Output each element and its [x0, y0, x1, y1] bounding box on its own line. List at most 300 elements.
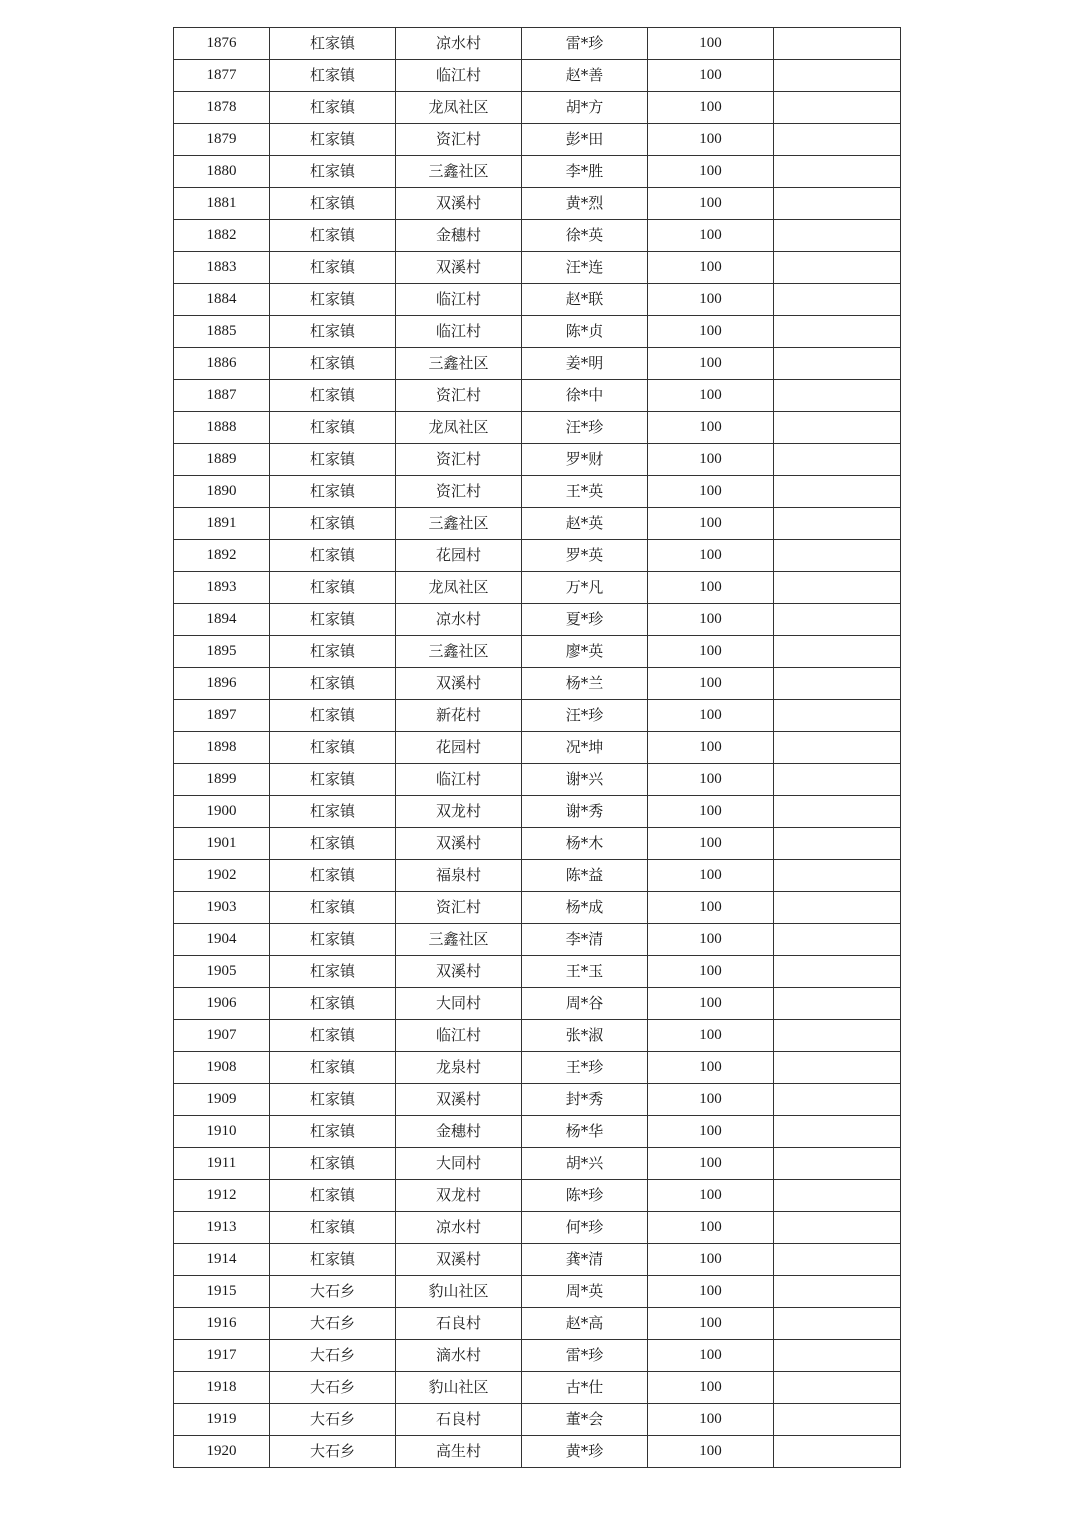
cell-serial-number: 1904: [174, 924, 270, 956]
cell-amount: 100: [648, 28, 774, 60]
cell-village: 龙泉村: [396, 1052, 522, 1084]
cell-village: 资汇村: [396, 380, 522, 412]
cell-amount: 100: [648, 1244, 774, 1276]
cell-village: 双溪村: [396, 956, 522, 988]
cell-township: 杠家镇: [270, 1052, 396, 1084]
cell-village: 花园村: [396, 540, 522, 572]
cell-person-name: 胡*兴: [522, 1148, 648, 1180]
cell-note: [774, 956, 901, 988]
cell-note: [774, 508, 901, 540]
cell-serial-number: 1909: [174, 1084, 270, 1116]
table-row: [174, 316, 901, 348]
cell-serial-number: 1887: [174, 380, 270, 412]
cell-amount: 100: [648, 124, 774, 156]
cell-village: 双溪村: [396, 188, 522, 220]
cell-township: 杠家镇: [270, 220, 396, 252]
cell-person-name: 赵*联: [522, 284, 648, 316]
cell-note: [774, 1052, 901, 1084]
cell-serial-number: 1876: [174, 28, 270, 60]
cell-person-name: 胡*方: [522, 92, 648, 124]
cell-person-name: 罗*财: [522, 444, 648, 476]
cell-township: 杠家镇: [270, 508, 396, 540]
cell-serial-number: 1889: [174, 444, 270, 476]
cell-village: 双溪村: [396, 1244, 522, 1276]
cell-serial-number: 1881: [174, 188, 270, 220]
cell-village: 三鑫社区: [396, 348, 522, 380]
cell-village: 石良村: [396, 1404, 522, 1436]
cell-note: [774, 572, 901, 604]
cell-note: [774, 412, 901, 444]
cell-note: [774, 892, 901, 924]
cell-note: [774, 1180, 901, 1212]
cell-person-name: 张*淑: [522, 1020, 648, 1052]
cell-serial-number: 1897: [174, 700, 270, 732]
roster-table: [173, 27, 901, 1468]
cell-person-name: 赵*高: [522, 1308, 648, 1340]
cell-person-name: 赵*善: [522, 60, 648, 92]
cell-amount: 100: [648, 732, 774, 764]
cell-note: [774, 92, 901, 124]
cell-amount: 100: [648, 1340, 774, 1372]
cell-township: 杠家镇: [270, 92, 396, 124]
cell-village: 资汇村: [396, 476, 522, 508]
cell-note: [774, 1244, 901, 1276]
cell-serial-number: 1891: [174, 508, 270, 540]
cell-amount: 100: [648, 1180, 774, 1212]
cell-amount: 100: [648, 1436, 774, 1468]
cell-serial-number: 1892: [174, 540, 270, 572]
cell-person-name: 万*凡: [522, 572, 648, 604]
cell-amount: 100: [648, 1148, 774, 1180]
table-row: [174, 380, 901, 412]
table-row: [174, 1020, 901, 1052]
cell-amount: 100: [648, 796, 774, 828]
cell-person-name: 汪*珍: [522, 412, 648, 444]
table-row: [174, 508, 901, 540]
cell-note: [774, 60, 901, 92]
cell-person-name: 彭*田: [522, 124, 648, 156]
cell-serial-number: 1914: [174, 1244, 270, 1276]
cell-amount: 100: [648, 604, 774, 636]
table-row: [174, 1244, 901, 1276]
table-row: [174, 1436, 901, 1468]
cell-village: 豹山社区: [396, 1372, 522, 1404]
table-row: [174, 1180, 901, 1212]
cell-amount: 100: [648, 956, 774, 988]
cell-person-name: 古*仕: [522, 1372, 648, 1404]
table-row: [174, 412, 901, 444]
cell-serial-number: 1879: [174, 124, 270, 156]
cell-village: 福泉村: [396, 860, 522, 892]
cell-township: 杠家镇: [270, 796, 396, 828]
table-row: [174, 796, 901, 828]
cell-township: 杠家镇: [270, 828, 396, 860]
cell-note: [774, 156, 901, 188]
cell-person-name: 王*英: [522, 476, 648, 508]
cell-township: 杠家镇: [270, 1148, 396, 1180]
table-row: [174, 956, 901, 988]
cell-village: 三鑫社区: [396, 508, 522, 540]
cell-note: [774, 28, 901, 60]
cell-serial-number: 1916: [174, 1308, 270, 1340]
cell-township: 大石乡: [270, 1436, 396, 1468]
cell-township: 大石乡: [270, 1340, 396, 1372]
cell-note: [774, 124, 901, 156]
cell-serial-number: 1920: [174, 1436, 270, 1468]
cell-amount: 100: [648, 1308, 774, 1340]
cell-village: 金穗村: [396, 1116, 522, 1148]
cell-amount: 100: [648, 892, 774, 924]
cell-township: 杠家镇: [270, 572, 396, 604]
cell-note: [774, 188, 901, 220]
cell-township: 杠家镇: [270, 764, 396, 796]
table-row: [174, 636, 901, 668]
table-row: [174, 604, 901, 636]
cell-village: 双龙村: [396, 1180, 522, 1212]
cell-township: 杠家镇: [270, 1020, 396, 1052]
cell-serial-number: 1893: [174, 572, 270, 604]
cell-village: 三鑫社区: [396, 636, 522, 668]
cell-village: 临江村: [396, 1020, 522, 1052]
cell-serial-number: 1882: [174, 220, 270, 252]
table-row: [174, 1212, 901, 1244]
cell-village: 大同村: [396, 1148, 522, 1180]
cell-amount: 100: [648, 284, 774, 316]
cell-village: 凉水村: [396, 1212, 522, 1244]
cell-note: [774, 1084, 901, 1116]
cell-township: 杠家镇: [270, 1180, 396, 1212]
cell-amount: 100: [648, 1116, 774, 1148]
cell-person-name: 徐*中: [522, 380, 648, 412]
cell-amount: 100: [648, 828, 774, 860]
table-row: [174, 476, 901, 508]
cell-village: 临江村: [396, 764, 522, 796]
cell-note: [774, 252, 901, 284]
cell-village: 临江村: [396, 60, 522, 92]
table-row: [174, 1052, 901, 1084]
cell-township: 杠家镇: [270, 860, 396, 892]
cell-note: [774, 444, 901, 476]
cell-note: [774, 668, 901, 700]
table-row: [174, 444, 901, 476]
cell-township: 杠家镇: [270, 1244, 396, 1276]
cell-township: 杠家镇: [270, 732, 396, 764]
cell-amount: 100: [648, 924, 774, 956]
cell-village: 大同村: [396, 988, 522, 1020]
table-row: [174, 1116, 901, 1148]
cell-township: 杠家镇: [270, 700, 396, 732]
cell-note: [774, 220, 901, 252]
cell-amount: 100: [648, 572, 774, 604]
cell-serial-number: 1894: [174, 604, 270, 636]
cell-person-name: 王*珍: [522, 1052, 648, 1084]
cell-note: [774, 1436, 901, 1468]
cell-township: 杠家镇: [270, 124, 396, 156]
cell-serial-number: 1895: [174, 636, 270, 668]
cell-township: 大石乡: [270, 1308, 396, 1340]
cell-person-name: 罗*英: [522, 540, 648, 572]
cell-amount: 100: [648, 668, 774, 700]
cell-township: 杠家镇: [270, 348, 396, 380]
cell-village: 金穗村: [396, 220, 522, 252]
cell-note: [774, 1212, 901, 1244]
cell-village: 双龙村: [396, 796, 522, 828]
cell-serial-number: 1905: [174, 956, 270, 988]
cell-serial-number: 1884: [174, 284, 270, 316]
cell-village: 豹山社区: [396, 1276, 522, 1308]
cell-amount: 100: [648, 988, 774, 1020]
cell-person-name: 周*谷: [522, 988, 648, 1020]
cell-serial-number: 1915: [174, 1276, 270, 1308]
cell-village: 双溪村: [396, 668, 522, 700]
cell-serial-number: 1899: [174, 764, 270, 796]
cell-note: [774, 732, 901, 764]
cell-village: 凉水村: [396, 28, 522, 60]
cell-amount: 100: [648, 540, 774, 572]
cell-note: [774, 636, 901, 668]
cell-township: 杠家镇: [270, 924, 396, 956]
cell-township: 大石乡: [270, 1372, 396, 1404]
table-row: [174, 92, 901, 124]
cell-township: 大石乡: [270, 1276, 396, 1308]
table-row: [174, 540, 901, 572]
cell-serial-number: 1908: [174, 1052, 270, 1084]
cell-village: 双溪村: [396, 1084, 522, 1116]
cell-serial-number: 1888: [174, 412, 270, 444]
cell-township: 杠家镇: [270, 956, 396, 988]
cell-amount: 100: [648, 1212, 774, 1244]
cell-serial-number: 1877: [174, 60, 270, 92]
cell-person-name: 杨*华: [522, 1116, 648, 1148]
cell-village: 龙凤社区: [396, 572, 522, 604]
cell-village: 龙凤社区: [396, 92, 522, 124]
cell-serial-number: 1910: [174, 1116, 270, 1148]
cell-serial-number: 1912: [174, 1180, 270, 1212]
cell-serial-number: 1902: [174, 860, 270, 892]
cell-amount: 100: [648, 476, 774, 508]
cell-amount: 100: [648, 380, 774, 412]
cell-note: [774, 796, 901, 828]
cell-person-name: 龚*清: [522, 1244, 648, 1276]
cell-village: 双溪村: [396, 252, 522, 284]
cell-person-name: 周*英: [522, 1276, 648, 1308]
cell-serial-number: 1906: [174, 988, 270, 1020]
cell-note: [774, 1116, 901, 1148]
cell-person-name: 杨*成: [522, 892, 648, 924]
cell-serial-number: 1896: [174, 668, 270, 700]
cell-serial-number: 1898: [174, 732, 270, 764]
cell-note: [774, 1404, 901, 1436]
cell-person-name: 封*秀: [522, 1084, 648, 1116]
cell-amount: 100: [648, 860, 774, 892]
cell-township: 杠家镇: [270, 188, 396, 220]
cell-person-name: 夏*珍: [522, 604, 648, 636]
cell-township: 杠家镇: [270, 412, 396, 444]
cell-township: 大石乡: [270, 1404, 396, 1436]
table-row: [174, 188, 901, 220]
cell-person-name: 黄*珍: [522, 1436, 648, 1468]
table-row: [174, 28, 901, 60]
cell-township: 杠家镇: [270, 252, 396, 284]
cell-person-name: 黄*烈: [522, 188, 648, 220]
cell-note: [774, 988, 901, 1020]
cell-village: 新花村: [396, 700, 522, 732]
cell-serial-number: 1903: [174, 892, 270, 924]
table-row: [174, 1276, 901, 1308]
table-row: [174, 124, 901, 156]
cell-note: [774, 348, 901, 380]
cell-person-name: 李*胜: [522, 156, 648, 188]
cell-person-name: 汪*珍: [522, 700, 648, 732]
cell-amount: 100: [648, 92, 774, 124]
table-row: [174, 1404, 901, 1436]
cell-person-name: 何*珍: [522, 1212, 648, 1244]
cell-note: [774, 476, 901, 508]
cell-person-name: 雷*珍: [522, 28, 648, 60]
cell-note: [774, 1276, 901, 1308]
cell-person-name: 谢*兴: [522, 764, 648, 796]
cell-amount: 100: [648, 636, 774, 668]
cell-note: [774, 1340, 901, 1372]
cell-note: [774, 316, 901, 348]
cell-village: 临江村: [396, 316, 522, 348]
cell-village: 龙凤社区: [396, 412, 522, 444]
cell-amount: 100: [648, 1084, 774, 1116]
table-row: [174, 252, 901, 284]
cell-serial-number: 1919: [174, 1404, 270, 1436]
cell-person-name: 赵*英: [522, 508, 648, 540]
cell-village: 资汇村: [396, 892, 522, 924]
table-row: [174, 732, 901, 764]
cell-serial-number: 1911: [174, 1148, 270, 1180]
cell-serial-number: 1890: [174, 476, 270, 508]
cell-note: [774, 828, 901, 860]
cell-serial-number: 1880: [174, 156, 270, 188]
cell-serial-number: 1886: [174, 348, 270, 380]
cell-township: 杠家镇: [270, 604, 396, 636]
cell-person-name: 谢*秀: [522, 796, 648, 828]
cell-note: [774, 604, 901, 636]
cell-village: 三鑫社区: [396, 924, 522, 956]
cell-amount: 100: [648, 220, 774, 252]
cell-serial-number: 1885: [174, 316, 270, 348]
cell-person-name: 徐*英: [522, 220, 648, 252]
cell-township: 杠家镇: [270, 1212, 396, 1244]
cell-village: 三鑫社区: [396, 156, 522, 188]
cell-serial-number: 1900: [174, 796, 270, 828]
cell-township: 杠家镇: [270, 1116, 396, 1148]
table-row: [174, 988, 901, 1020]
cell-amount: 100: [648, 508, 774, 540]
cell-note: [774, 1148, 901, 1180]
cell-village: 花园村: [396, 732, 522, 764]
cell-township: 杠家镇: [270, 892, 396, 924]
cell-amount: 100: [648, 444, 774, 476]
cell-person-name: 杨*兰: [522, 668, 648, 700]
cell-note: [774, 700, 901, 732]
cell-serial-number: 1918: [174, 1372, 270, 1404]
cell-person-name: 董*会: [522, 1404, 648, 1436]
cell-amount: 100: [648, 316, 774, 348]
table-row: [174, 764, 901, 796]
cell-serial-number: 1913: [174, 1212, 270, 1244]
table-row: [174, 828, 901, 860]
cell-village: 临江村: [396, 284, 522, 316]
cell-amount: 100: [648, 60, 774, 92]
cell-person-name: 李*清: [522, 924, 648, 956]
cell-township: 杠家镇: [270, 316, 396, 348]
cell-person-name: 杨*木: [522, 828, 648, 860]
cell-amount: 100: [648, 156, 774, 188]
cell-note: [774, 1308, 901, 1340]
cell-person-name: 陈*珍: [522, 1180, 648, 1212]
cell-note: [774, 284, 901, 316]
cell-serial-number: 1883: [174, 252, 270, 284]
cell-person-name: 廖*英: [522, 636, 648, 668]
cell-township: 杠家镇: [270, 540, 396, 572]
cell-person-name: 王*玉: [522, 956, 648, 988]
cell-person-name: 雷*珍: [522, 1340, 648, 1372]
table-row: [174, 1308, 901, 1340]
cell-amount: 100: [648, 412, 774, 444]
cell-note: [774, 1372, 901, 1404]
cell-township: 杠家镇: [270, 1084, 396, 1116]
cell-person-name: 况*坤: [522, 732, 648, 764]
cell-note: [774, 924, 901, 956]
cell-note: [774, 540, 901, 572]
cell-amount: 100: [648, 1372, 774, 1404]
cell-township: 杠家镇: [270, 284, 396, 316]
cell-serial-number: 1901: [174, 828, 270, 860]
cell-serial-number: 1878: [174, 92, 270, 124]
cell-note: [774, 860, 901, 892]
cell-township: 杠家镇: [270, 380, 396, 412]
cell-person-name: 陈*益: [522, 860, 648, 892]
cell-township: 杠家镇: [270, 476, 396, 508]
table-row: [174, 348, 901, 380]
table-row: [174, 60, 901, 92]
table-row: [174, 892, 901, 924]
cell-township: 杠家镇: [270, 156, 396, 188]
cell-amount: 100: [648, 188, 774, 220]
table-row: [174, 1084, 901, 1116]
table-row: [174, 1148, 901, 1180]
cell-amount: 100: [648, 1020, 774, 1052]
table-row: [174, 220, 901, 252]
cell-person-name: 陈*贞: [522, 316, 648, 348]
cell-note: [774, 764, 901, 796]
cell-village: 高生村: [396, 1436, 522, 1468]
cell-village: 资汇村: [396, 444, 522, 476]
cell-note: [774, 1020, 901, 1052]
cell-amount: 100: [648, 1052, 774, 1084]
table-row: [174, 668, 901, 700]
cell-amount: 100: [648, 348, 774, 380]
cell-village: 石良村: [396, 1308, 522, 1340]
cell-amount: 100: [648, 700, 774, 732]
cell-township: 杠家镇: [270, 988, 396, 1020]
table-row: [174, 284, 901, 316]
cell-amount: 100: [648, 1276, 774, 1308]
cell-serial-number: 1907: [174, 1020, 270, 1052]
cell-village: 滴水村: [396, 1340, 522, 1372]
cell-township: 杠家镇: [270, 28, 396, 60]
table-row: [174, 156, 901, 188]
cell-township: 杠家镇: [270, 668, 396, 700]
cell-serial-number: 1917: [174, 1340, 270, 1372]
cell-village: 双溪村: [396, 828, 522, 860]
cell-village: 资汇村: [396, 124, 522, 156]
